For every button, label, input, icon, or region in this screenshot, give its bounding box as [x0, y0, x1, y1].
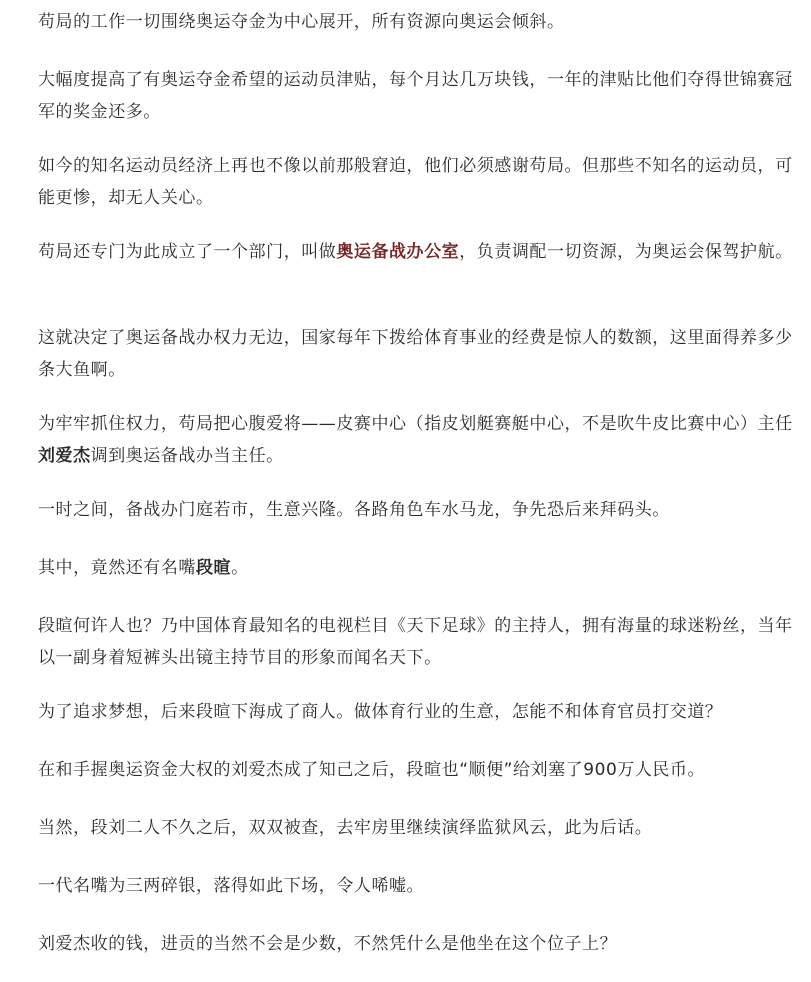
paragraph — [38, 754, 808, 786]
paragraph-text: 一时之间，备战办门庭若市，生意兴隆。各路角色车水马龙，争先恐后来拜码头。 — [38, 500, 670, 520]
paragraph-text: 在和手握奥运资金大权的刘爱杰成了知己之后，段暄也“顺便”给刘塞了900万人民币。 — [38, 760, 706, 780]
paragraph-text: 一代名嘴为三两碎银，落得如此下场，令人唏嘘。 — [38, 876, 425, 896]
paragraph — [38, 696, 808, 728]
paragraph-text: 苟局的工作一切围绕奥运夺金为中心展开，所有资源向奥运会倾斜。 — [38, 12, 565, 32]
paragraph-text: 大幅度提高了有奥运夺金希望的运动员津贴，每个月达几万块钱，一年的津贴比他们夺得世锦赛冠军的奖金还多。 — [38, 70, 793, 122]
paragraph — [38, 928, 808, 960]
paragraph — [38, 552, 808, 584]
paragraph-text: 为了追求梦想，后来段暄下海成了商人。做体育行业的生意，怎能不和体育官员打交道？ — [38, 702, 723, 722]
paragraph-text: 调到奥运备战办当主任。 — [90, 446, 284, 466]
paragraph — [38, 322, 808, 386]
paragraph-text: ，负责调配一切资源，为奥运会保驾护航。 — [459, 242, 793, 262]
paragraph — [38, 236, 808, 268]
paragraph-text: 其中，竟然还有名嘴 — [38, 558, 196, 578]
paragraph-text: 当然，段刘二人不久之后，双双被查，去牢房里继续演绎监狱风云，此为后话。 — [38, 818, 653, 838]
paragraph — [38, 150, 808, 214]
bold-name: 段暄 — [195, 558, 232, 578]
paragraph — [38, 494, 808, 526]
paragraph-text: 如今的知名运动员经济上再也不像以前那般窘迫，他们必须感谢苟局。但那些不知名的运动员，可能更惨，却无人关心。 — [38, 156, 793, 208]
paragraph-text: 这就决定了奥运备战办权力无边，国家每年下拨给体育事业的经费是惊人的数额，这里面得养多少条大鱼啊。 — [38, 328, 793, 380]
paragraph-text: 。 — [231, 558, 249, 578]
paragraph — [38, 610, 808, 674]
paragraph — [38, 6, 808, 38]
paragraph — [38, 64, 808, 128]
paragraph — [38, 812, 808, 844]
highlighted-term: 奥运备战办公室 — [336, 242, 460, 262]
paragraph-text: 苟局还专门为此成立了一个部门，叫做 — [38, 242, 337, 262]
paragraph — [38, 408, 808, 472]
paragraph-text: 为牢牢抓住权力，苟局把心腹爱将——皮赛中心（指皮划艇赛艇中心，不是吹牛皮比赛中心）主任 — [38, 414, 793, 434]
paragraph-text: 刘爱杰收的钱，进贡的当然不会是少数，不然凭什么是他坐在这个位子上？ — [38, 934, 618, 954]
paragraph-text: 段暄何许人也？乃中国体育最知名的电视栏目《天下足球》的主持人，拥有海量的球迷粉丝，当年以一副身着短裤头出镜主持节目的形象而闻名天下。 — [38, 616, 793, 668]
bold-name: 刘爱杰 — [38, 446, 91, 466]
paragraph — [38, 870, 808, 902]
